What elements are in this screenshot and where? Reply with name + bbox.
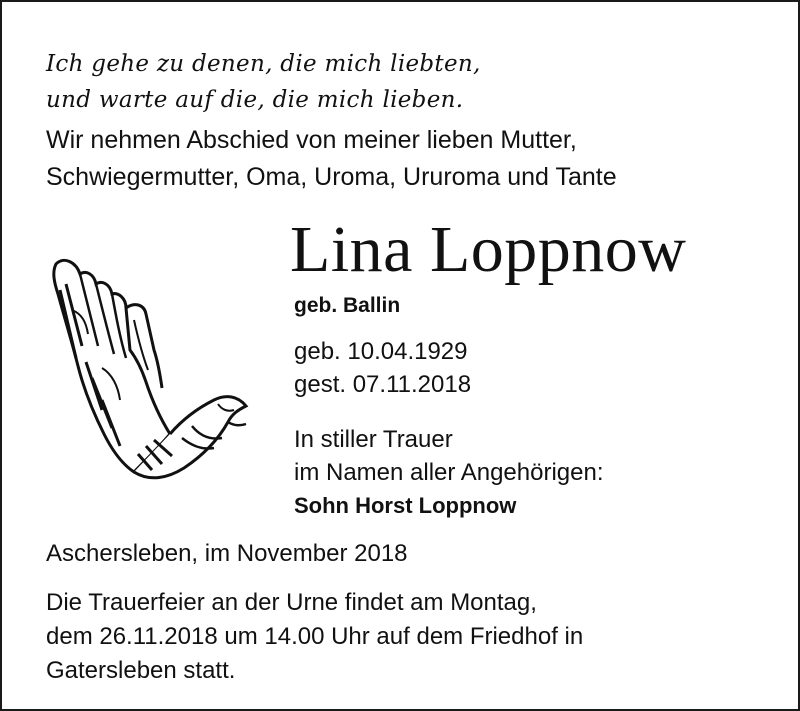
maiden-name: geb. Ballin <box>294 294 401 317</box>
farewell-intro <box>46 122 617 196</box>
intro-line-2: Schwiegermutter, Oma, Uroma, Ururoma und Tante <box>46 163 617 191</box>
mourning-line-2: im Namen aller Angehörigen: <box>294 459 604 486</box>
mourning-line-1: In stiller Trauer <box>294 426 453 453</box>
death-date: gest. 07.11.2018 <box>294 371 472 398</box>
poem-line-1: Ich gehe zu denen, die mich liebten, <box>46 51 481 77</box>
deceased-name: Lina Loppnow <box>290 213 687 286</box>
place-and-date: Aschersleben, im November 2018 <box>46 540 408 567</box>
ceremony-line-1: Die Trauerfeier an der Urne findet am Montag, <box>46 589 537 616</box>
life-dates <box>294 335 471 401</box>
ceremony-line-2: dem 26.11.2018 um 14.00 Uhr auf dem Friedhof in <box>46 623 584 650</box>
birth-date: geb. 10.04.1929 <box>294 338 468 365</box>
poem-line-2: und warte auf die, die mich lieben. <box>46 87 464 113</box>
mourner-name: Sohn Horst Loppnow <box>294 493 517 518</box>
intro-line-1: Wir nehmen Abschied von meiner lieben Mutter, <box>46 126 577 154</box>
memorial-poem <box>46 46 481 118</box>
ceremony-line-3: Gatersleben statt. <box>46 657 236 684</box>
praying-hands-icon <box>42 250 252 490</box>
mourning-block <box>294 423 604 522</box>
ceremony-notice <box>46 586 583 688</box>
